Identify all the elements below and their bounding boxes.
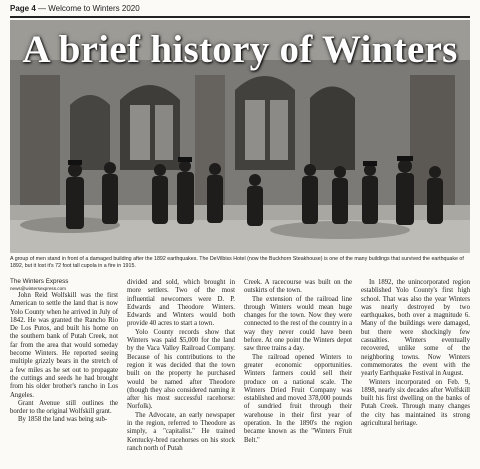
- paragraph: John Reid Wolfskill was the first American to settle the land that is now Yolo County when he arrived in July of 1842. He was granted the Rancho Rio De Los Putos, and built his home on the southern bank of Putah Creek, not far from the area that would someday become Winters. He reported seeing multiple grizzly bears in the stretch of a few miles as he set out to propagate the cuttings and seeds he had brought from his older brother's rancho in Los Angeles.: [10, 292, 118, 399]
- article-column-4: [361, 279, 470, 469]
- paragraph: divided and sold, which brought in more settlers. Two of the most influential newcomers were D. P. Edwards and Theodore Winters. Edwards and Winters would both provide 40 acres to start a town.: [127, 279, 235, 328]
- paragraph: The Advocate, an early newspaper in the region, referred to Theodore as simply, a "capitalist." He trained Kentucky-bred racehorses on his stock ranch north of Putah: [127, 411, 235, 452]
- paragraph: Grant Avenue still outlines the border to the original Wolfskill grant.: [10, 399, 118, 416]
- paragraph: The extension of the railroad line through Winters would mean huge changes for the town. Now they were connected to the rest of the country in a way they never could have been before. At one point the Winters depot saw three trains a day.: [244, 295, 352, 353]
- page-header: [10, 3, 470, 18]
- article-column-3: [244, 279, 352, 469]
- article-column-1: [10, 292, 118, 469]
- byline-name: The Winters Express: [10, 278, 69, 285]
- paragraph: Yolo County records show that Winters was paid $5,000 for the land by the Vaca Valley Railroad Company. Because of his contributions to the region it was decided that the town built on the property he purchased would be named after Theodore (though they also considered naming it after his most successful racehorse: Norfolk).: [127, 328, 235, 411]
- section-title: — Welcome to Winters 2020: [35, 4, 140, 13]
- paragraph: Creek. A racecourse was built on the outskirts of the town.: [244, 279, 352, 295]
- article-column-2: [127, 279, 235, 469]
- byline: [10, 278, 110, 292]
- byline-email: news@wintersexpress.com: [10, 286, 66, 291]
- paragraph: The railroad opened Winters to greater economic opportunities. Winters farmers could sell their produce on a national scale. The Winters Dried Fruit Company was established and moved 378,000 pounds of sundried fruit through their warehouse in their first year of operation. In the 1890's the region became known as the "Winters Fruit Belt.": [244, 353, 352, 444]
- paragraph: In 1892, the unincorporated region established Yolo County's first high school. That was also the year Winters was nearly destroyed by two earthquakes, both over a magnitude 6. Many of the buildings were damaged, but there were shockingly few casualties. Winters eventually recovered, unlike some of the neighboring towns. Now Winters commemorates the event with the yearly Earthquake Festival in August.: [361, 279, 470, 378]
- paragraph: Winters incorporated on Feb. 9, 1898, nearly six decades after Wolfskill built his first dwelling on the banks of Putah Creek. Through many changes the city has maintained its strong agricultural heritage.: [361, 378, 470, 428]
- page-number: Page 4: [10, 4, 36, 13]
- headline: A brief history of Winters: [22, 28, 458, 71]
- paragraph: By 1858 the land was being sub-: [18, 416, 108, 424]
- photo-caption: A group of men stand in front of a damaged building after the 1892 earthquakes. The DeVilbiss Hotel (now the Buckhorn Steakhouse) is one of the many buildings that survived the earthquake of 1892, but it lost it's 72 foot tall cupola in a fire in 1915.: [10, 256, 464, 269]
- historic-photo: [10, 20, 470, 253]
